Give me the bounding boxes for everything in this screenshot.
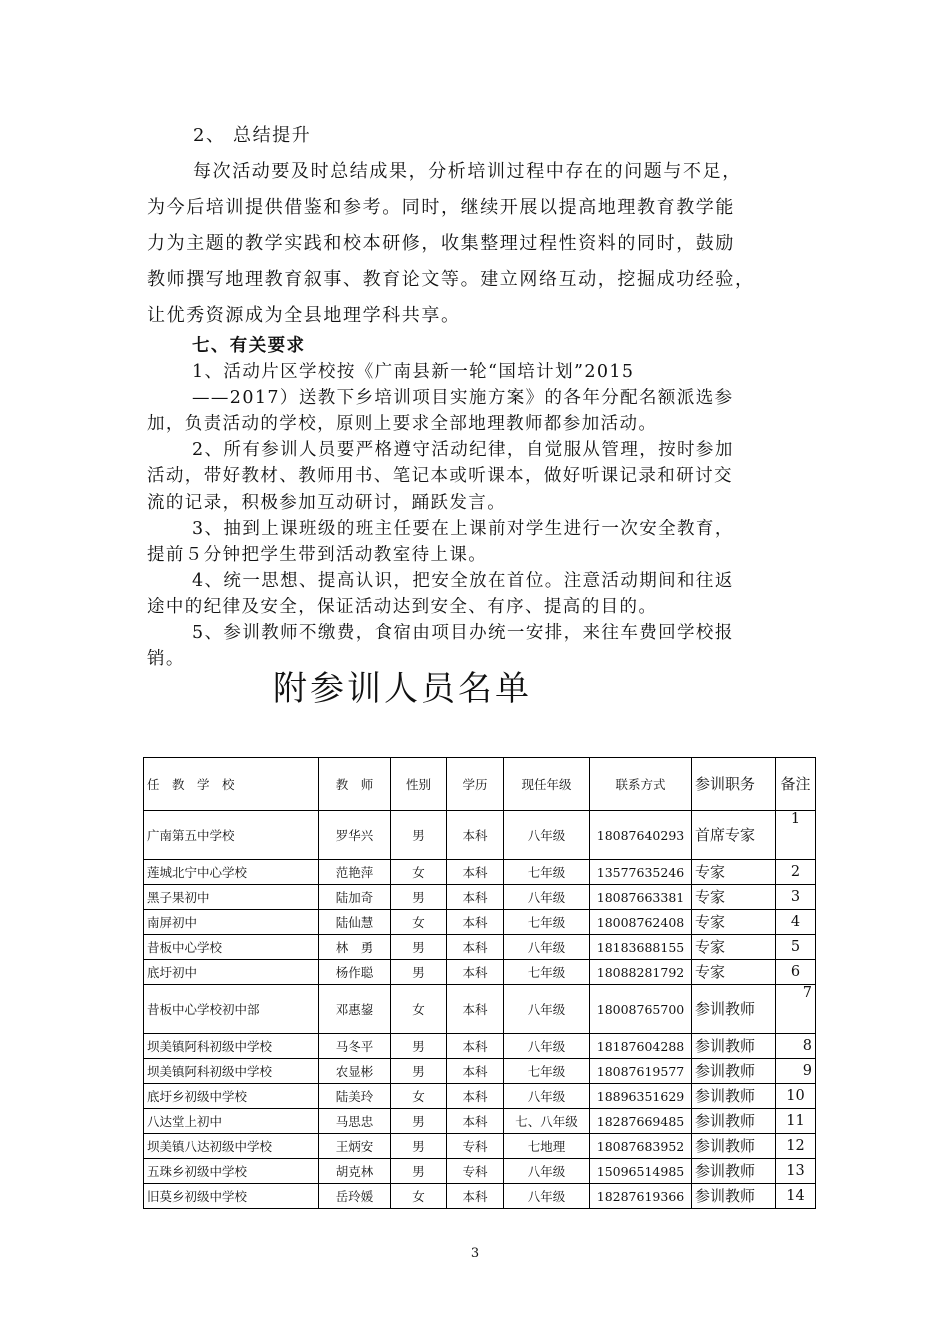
table-row [144, 885, 816, 910]
cell-gender: 男 [391, 885, 447, 910]
summary-line: 每次活动要及时总结成果，分析培训过程中存在的问题与不足， [193, 161, 742, 182]
cell-education: 本科 [447, 910, 504, 935]
cell-teacher: 范艳萍 [319, 860, 391, 885]
cell-duty: 专家 [692, 910, 776, 935]
section-summary [147, 118, 807, 334]
cell-grade: 八年级 [504, 885, 590, 910]
cell-gender: 男 [391, 935, 447, 960]
cell-teacher: 杨作聪 [319, 960, 391, 985]
cell-contact: 13577635246 [590, 860, 692, 885]
cell-education: 专科 [447, 1159, 504, 1184]
cell-contact: 18087663381 [590, 885, 692, 910]
cell-note: 12 [776, 1134, 816, 1159]
cell-note: 13 [776, 1159, 816, 1184]
requirements-line: 途中的纪律及安全，保证活动达到安全、有序、提高的目的。 [147, 596, 658, 617]
requirements-line: 1、活动片区学校按《广南县新一轮“国培计划”2015 [192, 362, 635, 383]
table-row [144, 1159, 816, 1184]
cell-note: 4 [776, 910, 816, 935]
header-note: 备注 [776, 758, 816, 811]
cell-contact: 18287619366 [590, 1184, 692, 1209]
cell-teacher: 陆仙慧 [319, 910, 391, 935]
cell-duty: 参训教师 [692, 1109, 776, 1134]
cell-gender: 男 [391, 1109, 447, 1134]
table-row [144, 1109, 816, 1134]
cell-contact: 18087640293 [590, 811, 692, 860]
table-row [144, 1184, 816, 1209]
table-row [144, 910, 816, 935]
roster-table [143, 757, 816, 1209]
cell-note: 2 [776, 860, 816, 885]
table-row [144, 1084, 816, 1109]
page-number: 3 [470, 1246, 480, 1261]
cell-education: 本科 [447, 1184, 504, 1209]
cell-gender: 女 [391, 1084, 447, 1109]
requirements-line: 3、抽到上课班级的班主任要在上课前对学生进行一次安全教育， [192, 518, 734, 539]
table-row [144, 935, 816, 960]
cell-education: 本科 [447, 985, 504, 1034]
cell-grade: 七年级 [504, 1059, 590, 1084]
cell-school: 底圩初中 [144, 960, 319, 985]
requirements-line: 加，负责活动的学校，原则上要求全部地理教师都参加活动。 [147, 414, 658, 435]
requirements-line: 2、所有参训人员要严格遵守活动纪律，自觉服从管理，按时参加 [192, 440, 734, 461]
cell-grade: 七、八年级 [504, 1109, 590, 1134]
cell-note: 10 [776, 1084, 816, 1109]
cell-school: 昔板中心学校初中部 [144, 985, 319, 1034]
cell-gender: 男 [391, 1134, 447, 1159]
header-duty: 参训职务 [692, 758, 776, 811]
header-teacher: 教 师 [319, 758, 391, 811]
header-contact: 联系方式 [590, 758, 692, 811]
cell-school: 坝美镇八达初级中学校 [144, 1134, 319, 1159]
summary-heading: 2、 总结提升 [193, 125, 312, 146]
cell-education: 本科 [447, 935, 504, 960]
cell-grade: 八年级 [504, 1184, 590, 1209]
cell-contact: 18183688155 [590, 935, 692, 960]
cell-school: 五珠乡初级中学校 [144, 1159, 319, 1184]
cell-grade: 八年级 [504, 985, 590, 1034]
cell-teacher: 王炳安 [319, 1134, 391, 1159]
header-gender: 性别 [391, 758, 447, 811]
cell-note: 8 [776, 1034, 816, 1059]
header-school: 任 教 学 校 [144, 758, 319, 811]
cell-grade: 七地理 [504, 1134, 590, 1159]
cell-teacher: 邓惠鋆 [319, 985, 391, 1034]
cell-teacher: 马思忠 [319, 1109, 391, 1134]
table-row [144, 1134, 816, 1159]
cell-gender: 女 [391, 985, 447, 1034]
cell-duty: 参训教师 [692, 1184, 776, 1209]
cell-education: 本科 [447, 1059, 504, 1084]
cell-education: 本科 [447, 811, 504, 860]
cell-teacher: 罗华兴 [319, 811, 391, 860]
table-header-row [144, 758, 816, 811]
requirements-line: 4、统一思想、提高认识，把安全放在首位。注意活动期间和往返 [192, 570, 734, 591]
cell-school: 坝美镇阿科初级中学校 [144, 1034, 319, 1059]
cell-education: 专科 [447, 1134, 504, 1159]
cell-note: 14 [776, 1184, 816, 1209]
header-grade: 现任年级 [504, 758, 590, 811]
summary-line: 教师撰写地理教育叙事、教育论文等。建立网络互动，挖掘成功经验， [147, 269, 755, 290]
cell-school: 南屏初中 [144, 910, 319, 935]
cell-duty: 参训教师 [692, 1059, 776, 1084]
cell-gender: 女 [391, 910, 447, 935]
requirements-line: 5、参训教师不缴费，食宿由项目办统一安排，来往车费回学校报 [192, 623, 734, 644]
cell-grade: 八年级 [504, 811, 590, 860]
cell-note: 9 [776, 1059, 816, 1084]
cell-gender: 男 [391, 811, 447, 860]
cell-note: 5 [776, 935, 816, 960]
cell-duty: 专家 [692, 860, 776, 885]
table-row [144, 1034, 816, 1059]
cell-contact: 18087683952 [590, 1134, 692, 1159]
requirements-line: 活动，带好教材、教师用书、笔记本或听课本，做好听课记录和研讨交 [147, 466, 733, 487]
cell-contact: 18008765700 [590, 985, 692, 1034]
cell-contact: 18087619577 [590, 1059, 692, 1084]
cell-teacher: 陆加奇 [319, 885, 391, 910]
cell-duty: 参训教师 [692, 1034, 776, 1059]
cell-school: 昔板中心学校 [144, 935, 319, 960]
cell-school: 黑子果初中 [144, 885, 319, 910]
cell-education: 本科 [447, 885, 504, 910]
cell-contact: 18088281792 [590, 960, 692, 985]
cell-gender: 女 [391, 860, 447, 885]
cell-contact: 18287669485 [590, 1109, 692, 1134]
cell-school: 旧莫乡初级中学校 [144, 1184, 319, 1209]
cell-contact: 18187604288 [590, 1034, 692, 1059]
cell-note: 3 [776, 885, 816, 910]
cell-grade: 八年级 [504, 1084, 590, 1109]
cell-teacher: 马冬平 [319, 1034, 391, 1059]
cell-school: 莲城北宁中心学校 [144, 860, 319, 885]
cell-education: 本科 [447, 960, 504, 985]
cell-contact: 15096514985 [590, 1159, 692, 1184]
requirements-heading: 七、有关要求 [192, 336, 306, 356]
cell-gender: 男 [391, 1034, 447, 1059]
table-row [144, 811, 816, 860]
requirements-line: 流的记录，积极参加互动研讨，踊跃发言。 [147, 492, 507, 513]
cell-duty: 专家 [692, 885, 776, 910]
cell-contact: 18008762408 [590, 910, 692, 935]
cell-note: 11 [776, 1109, 816, 1134]
cell-contact: 18896351629 [590, 1084, 692, 1109]
cell-school: 坝美镇阿科初级中学校 [144, 1059, 319, 1084]
table-row [144, 985, 816, 1034]
cell-teacher: 农显彬 [319, 1059, 391, 1084]
cell-note: 6 [776, 960, 816, 985]
cell-duty: 参训教师 [692, 1159, 776, 1184]
cell-grade: 七年级 [504, 860, 590, 885]
cell-gender: 女 [391, 1184, 447, 1209]
table-row [144, 1059, 816, 1084]
section-requirements [147, 333, 812, 672]
table-row [144, 960, 816, 985]
cell-duty: 首席专家 [692, 811, 776, 860]
summary-line: 力为主题的教学实践和校本研修，收集整理过程性资料的同时，鼓励 [147, 233, 735, 254]
requirements-line: 提前５分钟把学生带到活动教室待上课。 [147, 544, 488, 565]
cell-school: 底圩乡初级中学校 [144, 1084, 319, 1109]
cell-note: 1 [776, 811, 816, 860]
table-row [144, 860, 816, 885]
requirements-line: ——2017）送教下乡培训项目实施方案》的各年分配名额派选参 [192, 388, 734, 409]
cell-duty: 参训教师 [692, 1134, 776, 1159]
cell-grade: 八年级 [504, 1034, 590, 1059]
cell-duty: 专家 [692, 960, 776, 985]
requirements-line: 销。 [147, 649, 185, 670]
cell-teacher: 陆美玲 [319, 1084, 391, 1109]
cell-gender: 男 [391, 960, 447, 985]
cell-gender: 男 [391, 1159, 447, 1184]
cell-teacher: 林 勇 [319, 935, 391, 960]
cell-education: 本科 [447, 1084, 504, 1109]
cell-school: 广南第五中学校 [144, 811, 319, 860]
cell-duty: 参训教师 [692, 1084, 776, 1109]
cell-grade: 七年级 [504, 910, 590, 935]
roster-title: 附参训人员名单 [273, 669, 532, 709]
cell-education: 本科 [447, 1109, 504, 1134]
cell-grade: 八年级 [504, 935, 590, 960]
cell-duty: 参训教师 [692, 985, 776, 1034]
cell-note: 7 [776, 985, 816, 1034]
cell-education: 本科 [447, 1034, 504, 1059]
header-education: 学历 [447, 758, 504, 811]
summary-line: 为今后培训提供借鉴和参考。同时，继续开展以提高地理教育教学能 [147, 197, 735, 218]
cell-gender: 男 [391, 1059, 447, 1084]
cell-teacher: 胡克林 [319, 1159, 391, 1184]
cell-school: 八达堂上初中 [144, 1109, 319, 1134]
cell-education: 本科 [447, 860, 504, 885]
cell-duty: 专家 [692, 935, 776, 960]
cell-grade: 八年级 [504, 1159, 590, 1184]
cell-teacher: 岳玲媛 [319, 1184, 391, 1209]
summary-line: 让优秀资源成为全县地理学科共享。 [147, 305, 461, 326]
cell-grade: 七年级 [504, 960, 590, 985]
